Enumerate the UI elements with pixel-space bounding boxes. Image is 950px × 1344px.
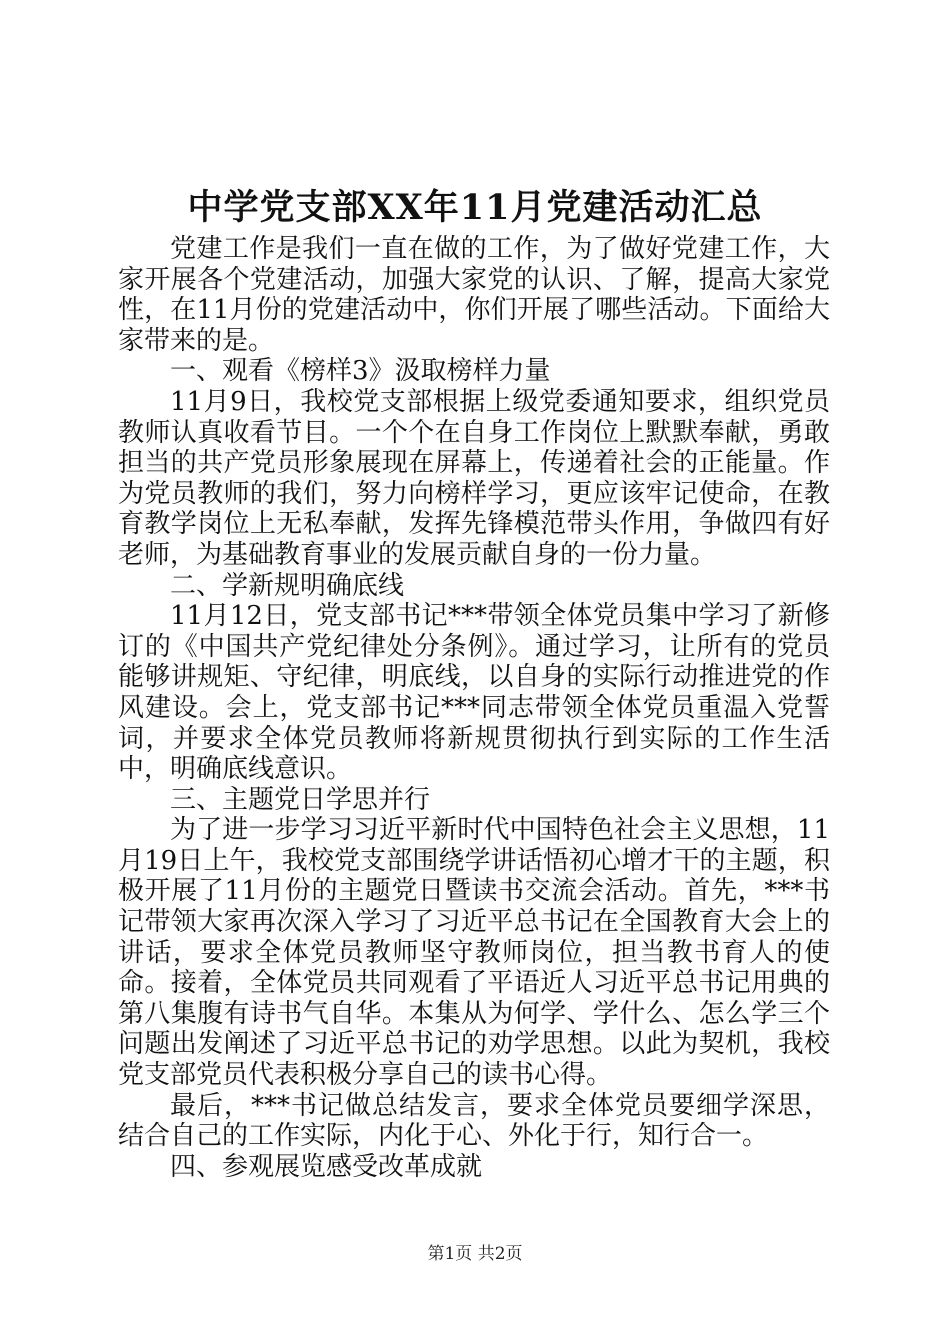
intro-paragraph: 党建工作是我们一直在做的工作，为了做好党建工作，大家开展各个党建活动，加强大家党的认识、了解，提高大家党性，在11月份的党建活动中，你们开展了哪些活动。下面给大家带来的是。	[118, 234, 830, 356]
document-title: 中学党支部XX年11月党建活动汇总	[187, 187, 763, 228]
section-2-paragraph: 11月12日，党支部书记***带领全体党员集中学习了新修订的《中国共产党纪律处分条例》。通过学习，让所有的党员能够讲规矩、守纪律，明底线，以自身的实际行动推进党的作风建设。会上，党支部书记***同志带领全体党员重温入党誓词，并要求全体党员教师将新规贯彻执行到实际的工作生活中，明确底线意识。	[118, 601, 830, 785]
section-3-paragraph-2: 最后，***书记做总结发言，要求全体党员要细学深思，结合自己的工作实际，内化于心、外化于行，知行合一。	[118, 1090, 830, 1152]
section-heading-1: 一、观看《榜样3》汲取榜样力量	[170, 356, 551, 387]
section-heading-4: 四、参观展览感受改革成就	[170, 1151, 483, 1182]
page-footer: 第1页 共2页	[427, 1244, 523, 1264]
section-3-paragraph-1: 为了进一步学习习近平新时代中国特色社会主义思想，11月19日上午，我校党支部围绕学讲话悟初心增才干的主题，积极开展了11月份的主题党日暨读书交流会活动。首先，***书记带领大家再次深入学习了习近平总书记在全国教育大会上的讲话，要求全体党员教师坚守教师岗位，担当教书育人的使命。接着，全体党员共同观看了平语近人习近平总书记用典的第八集腹有诗书气自华。本集从为何学、学什么、怎么学三个问题出发阐述了习近平总书记的劝学思想。以此为契机，我校党支部党员代表积极分享自己的读书心得。	[118, 815, 830, 1091]
document-body	[118, 234, 830, 1182]
section-heading-2: 二、学新规明确底线	[170, 570, 405, 601]
section-1-paragraph: 11月9日，我校党支部根据上级党委通知要求，组织党员教师认真收看节目。一个个在自身工作岗位上默默奉献，勇敢担当的共产党员形象展现在屏幕上，传递着社会的正能量。作为党员教师的我们，努力向榜样学习，更应该牢记使命，在教育教学岗位上无私奉献，发挥先锋模范带头作用，争做四有好老师，为基础教育事业的发展贡献自身的一份力量。	[118, 386, 830, 570]
section-heading-3: 三、主题党日学思并行	[170, 784, 431, 815]
